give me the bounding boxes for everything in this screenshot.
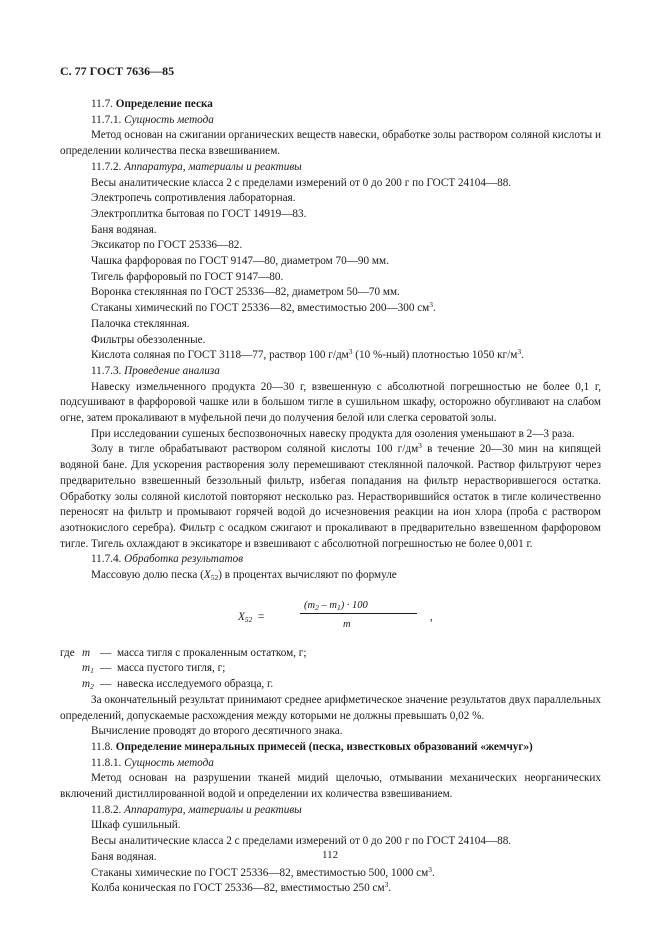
variable-name: m <box>82 678 91 691</box>
section-11-7-1-heading <box>60 113 601 129</box>
subscript: 2 <box>315 602 319 612</box>
subscript: 1 <box>90 666 94 676</box>
section-number: 11.8. <box>91 740 113 753</box>
section-title: Сущность метода <box>124 113 214 126</box>
paragraph-method-essence: Метод основан на сжигании органических веществ навески, обработке золы раствором соляной кислоты и определении количества песка взвешиванием. <box>60 129 601 158</box>
superscript: 3 <box>428 864 432 874</box>
where-row-3 <box>60 677 601 693</box>
sand-formula <box>60 594 601 640</box>
equipment-item <box>60 866 601 882</box>
subscript: 1 <box>336 602 341 612</box>
where-row-2 <box>60 661 601 677</box>
paragraph-final-result: За окончательный результат принимают среднее арифметическое значение результатов двух параллельных определений, допускаемые расхождения между которыми не должны превышать 0,02 %. <box>60 693 601 722</box>
formula-comma: , <box>430 610 433 623</box>
item-text: (10 %-ный) плотностью 1050 кг/м <box>352 349 518 362</box>
section-number: 11.7.2. <box>91 160 122 173</box>
section-title: Аппаратура, материалы и реактивы <box>124 160 302 173</box>
equipment-item: Тигель фарфоровый по ГОСТ 9147—80. <box>91 270 284 283</box>
dash: — <box>100 646 112 659</box>
paragraph-text: Золу в тигле обрабатывают раствором соляной кислоты 100 г/дм <box>91 443 419 456</box>
equipment-item: Весы аналитические класса 2 с пределами измерений от 0 до 200 г по ГОСТ 24104—88. <box>91 176 512 189</box>
formula-part: (m <box>304 599 316 611</box>
item-text: Стаканы химические по ГОСТ 25336—82, вместимостью 500, 1000 см <box>91 866 429 879</box>
equipment-item: Баня водяная. <box>91 223 157 236</box>
formula-part: – m <box>318 599 337 611</box>
paragraph-ash-treatment <box>60 442 601 552</box>
section-title: Определение минеральных примесей (песка, известковых образований «жемчуг») <box>115 740 533 753</box>
where-row-1 <box>60 646 601 662</box>
equipment-item <box>60 301 601 317</box>
variable-name: m <box>82 646 91 659</box>
paragraph-invertebrates: При исследовании сушеных беспозвоночных навеску продукта для озоления уменьшают в 2—3 раза. <box>91 427 575 440</box>
equipment-item: Эксикатор по ГОСТ 25336—82. <box>91 239 243 252</box>
section-title: Проведение анализа <box>124 364 220 377</box>
section-title: Сущность метода <box>124 756 214 769</box>
item-text: Стаканы химический по ГОСТ 25336—82, вместимостью 200—300 см <box>91 302 430 315</box>
section-11-7-2-heading <box>60 160 601 176</box>
paragraph-method-essence-2: Метод основан на разрушении тканей мидий щелочью, отмывании механических неорганических включений дистиллированной водой и определении их количества взвешиванием. <box>60 772 601 801</box>
paragraph-calculation: Вычисление проводят до второго десятичного знака. <box>91 725 343 738</box>
section-title: Обработка результатов <box>124 553 244 566</box>
equipment-item: Шкаф сушильный. <box>91 819 181 832</box>
paragraph-formula-intro <box>60 568 601 586</box>
section-number: 11.7. <box>91 98 113 110</box>
dash: — <box>100 678 112 691</box>
variable <box>82 677 94 695</box>
paragraph-text: ) в процентах вычисляют по формуле <box>218 569 397 582</box>
equipment-item <box>60 348 601 364</box>
equipment-item: Чашка фарфоровая по ГОСТ 9147—80, диаметром 70—90 мм. <box>91 255 389 268</box>
section-number: 11.8.1. <box>91 756 122 769</box>
equipment-item: Электроплитка бытовая по ГОСТ 14919—83. <box>91 207 307 220</box>
section-number: 11.7.4. <box>91 553 122 566</box>
formula-part: ) · 100 <box>340 599 368 611</box>
variable-name: m <box>82 662 91 675</box>
section-number: 11.7.3. <box>91 364 122 377</box>
variable-description: масса тигля с прокаленным остатком, г; <box>117 646 307 659</box>
where-label: где <box>60 646 75 659</box>
fraction-bar <box>300 613 417 614</box>
variable-description: навеска исследуемого образца, г. <box>117 678 274 691</box>
section-11-7-4-heading <box>60 552 601 568</box>
superscript: 3 <box>517 347 522 357</box>
item-end: . <box>431 866 435 879</box>
equipment-item: Баня водяная. <box>91 850 157 863</box>
page-header: С. 77 ГОСТ 7636—85 <box>60 64 175 78</box>
section-11-8-heading <box>60 740 601 756</box>
superscript: 3 <box>348 347 353 357</box>
superscript: 3 <box>384 880 389 890</box>
formula-lhs <box>238 610 264 628</box>
dash: — <box>100 662 112 675</box>
equipment-item: Весы аналитические класса 2 с пределами измерений от 0 до 200 г по ГОСТ 24104—88. <box>91 835 512 848</box>
subscript: 2 <box>90 682 94 692</box>
equipment-item: Электропечь сопротивления лабораторная. <box>91 192 296 205</box>
section-11-8-1-heading <box>60 756 601 772</box>
item-end: . <box>433 302 436 315</box>
superscript: 3 <box>418 441 422 451</box>
page-number: 112 <box>322 849 339 861</box>
paragraph-sample-prep: Навеску измельченного продукта 20—30 г, взвешенную с абсолютной погрешностью не более 0,1 г, подсушивают в фарфоровой чашке или в большом тигле в сушильном шкафу, осторожно обугливают на слабом огне, затем прокаливают в муфельной печи до получения белой или слегка сероватой золы. <box>60 380 601 425</box>
subscript: 52 <box>244 614 253 624</box>
paragraph-text: Массовую долю песка ( <box>91 569 204 582</box>
section-11-7-heading <box>60 97 601 113</box>
equipment-item: Фильтры обеззоленные. <box>91 333 206 346</box>
section-11-8-2-heading <box>60 803 601 819</box>
document-body <box>60 97 601 897</box>
section-number: 11.8.2. <box>91 803 122 816</box>
section-11-7-3-heading <box>60 364 601 380</box>
equipment-item: Палочка стеклянная. <box>91 317 190 330</box>
equipment-item <box>60 881 601 897</box>
item-end: . <box>521 349 524 362</box>
item-end: . <box>388 882 392 895</box>
formula-denominator: m <box>343 618 351 630</box>
variable-description: масса пустого тигля, г; <box>117 662 226 675</box>
subscript: 52 <box>210 573 219 583</box>
section-title: Аппаратура, материалы и реактивы <box>124 803 302 816</box>
section-number: 11.7.1. <box>91 113 122 126</box>
item-text: Колба коническая по ГОСТ 25336—82, вместимостью 250 см <box>91 882 385 895</box>
item-text: Кислота соляная по ГОСТ 3118—77, раствор 100 г/дм <box>91 349 349 362</box>
section-title: Определение песка <box>115 98 213 110</box>
formula-variable: X <box>238 610 245 623</box>
equals-sign: = <box>257 610 265 623</box>
superscript: 3 <box>429 300 434 310</box>
paragraph-text: в течение 20—30 мин на кипящей водяной бане. Для ускорения растворения золу перемешивают стеклянной палочкой. Раствор фильтруют через предварительно взвешенный беззольный фильтр, избегая попадания на фильтр нерастворившегося остатка. Обработку золы соляной кислотой повторяют несколько раз. Нерастворившийся остаток в тигле количественно переносят на фильтр и промывают горячей водой до исчезновения реакции на ион хлора (проба с раствором азотнокислого серебра). Фильтр с осадком сжигают и прокаливают в предварительно взвешенном фарфоровом тигле. Тигель охлаждают в эксикаторе и взвешивают с абсолютной погрешностью не более 0,001 г. <box>60 443 601 550</box>
variable: X <box>203 569 211 582</box>
equipment-item: Воронка стеклянная по ГОСТ 25336—82, диаметром 50—70 мм. <box>91 286 400 299</box>
